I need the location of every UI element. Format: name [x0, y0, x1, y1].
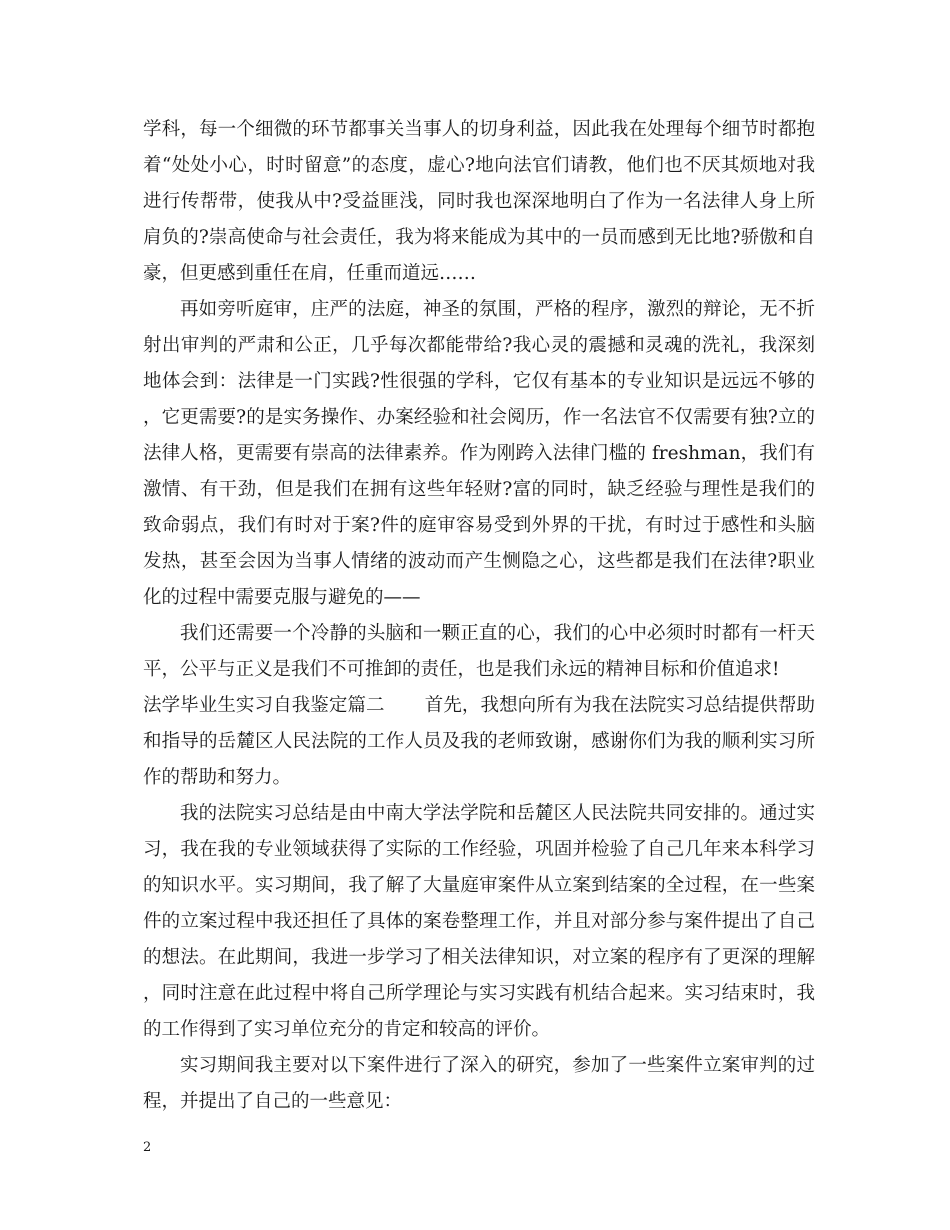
paragraph-court-hearing: 再如旁听庭审，庄严的法庭，神圣的氛围，严格的程序，激烈的辩论，无不折射出审判的严肃和公正，几乎每次都能带给?我心灵的震撼和灵魂的洗礼，我深刻地体会到：法律是一门实践?性很强的学科，它仅有基本的专业知识是远远不够的，它更需要?的是实务操作、办案经验和社会阅历，作一名法官不仅需要有独?立的法律人格，更需要有崇高的法律素养。作为刚跨入法律门槛的 freshman，我们有激情、有干劲，但是我们在拥有这些年轻财?富的同时，缺乏经验与理性是我们的致命弱点，我们有时对于案?件的庭审容易受到外界的干扰，有时过于感性和头脑发热，甚至会因为当事人情绪的波动而产生恻隐之心，这些都是我们在法律?职业化的过程中需要克服与避免的——	[143, 299, 815, 608]
section-opening-text: 首先，我想向所有为我在法院实习总结提供帮助和指导的岳麓区人民法院的工作人员及我的老师致谢，感谢你们为我的顺利实习所作的帮助和努力。	[143, 695, 815, 788]
paragraph-internship-summary: 我的法院实习总结是由中南大学法学院和岳麓区人民法院共同安排的。通过实习，我在我的专业领域获得了实际的工作经验，巩固并检验了自己几年来本科学习的知识水平。实习期间，我了解了大量庭审案件从立案到结案的全过程，在一些案件的立案过程中我还担任了具体的案卷整理工作，并且对部分参与案件提出了自己的想法。在此期间，我进一步学习了相关法律知识，对立案的程序有了更深的理解，同时注意在此过程中将自己所学理论与实习实践有机结合起来。实习结束时，我的工作得到了实习单位充分的肯定和较高的评价。	[143, 803, 815, 1040]
paragraph-cases-studied: 实习期间我主要对以下案件进行了深入的研究，参加了一些案件立案审判的过程，并提出了自己的一些意见：	[143, 1055, 815, 1112]
section-two-paragraph	[143, 688, 815, 796]
paragraph-calm-mind: 我们还需要一个冷静的头脑和一颗正直的心，我们的心中必须时时都有一杆天平，公平与正义是我们不可推卸的责任，也是我们永远的精神目标和价值追求!	[143, 623, 815, 680]
document-body	[143, 112, 815, 1120]
paragraph-continued: 学科，每一个细微的环节都事关当事人的切身利益，因此我在处理每个细节时都抱着“处处小心，时时留意”的态度，虚心?地向法官们请教，他们也不厌其烦地对我进行传帮带，使我从中?受益匪浅，同时我也深深地明白了作为一名法律人身上所肩负的?崇高使命与社会责任，我为将来能成为其中的一员而感到无比地?骄傲和自豪，但更感到重任在肩，任重而道远……	[143, 119, 815, 284]
section-heading: 法学毕业生实习自我鉴定篇二	[143, 695, 385, 716]
page-number: 2	[143, 1140, 152, 1155]
